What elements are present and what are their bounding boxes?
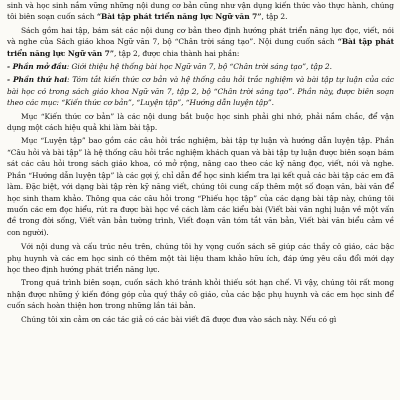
- text-run: “Bài tập phát triển năng lực Ngữ văn 7”: [7, 37, 394, 58]
- paragraph-section-practice: [7, 135, 394, 238]
- paragraph-book-structure: [7, 25, 394, 59]
- text-run: : Giới thiệu hệ thống bài học Ngữ văn 7, bộ “Chân trời sáng tạo”, tập 2.: [66, 62, 332, 72]
- text-run: “Bài tập phát triển năng lực Ngữ văn 7”: [96, 12, 262, 22]
- text-run: Mục “Kiến thức cơ bản” là các nội dung bắt buộc học sinh phải ghi nhớ, phải nắm chắc, để vận dụng một cách hiệu quả khi làm bài tập.: [7, 111, 394, 133]
- text-run: Với nội dung và cấu trúc nêu trên, chúng tôi hy vọng cuốn sách sẽ giúp các thầy cô giáo, các bậc phụ huynh và các em học sinh có thêm một tài liệu tham khảo hữu ích, đáp ứng yêu cầu đổi mới dạy học theo định hướng phát triển năng lực.: [7, 242, 394, 274]
- text-run: , tập 2.: [261, 12, 288, 22]
- paragraph-part-one: [7, 61, 394, 72]
- paragraph-section-basic-knowledge: [7, 111, 394, 134]
- text-run: Chúng tôi xin cảm ơn các tác giả có các bài viết đã được đưa vào sách này. Nếu có gì: [21, 314, 337, 324]
- paragraph-part-two: [7, 74, 394, 108]
- text-run: sinh và học sinh nắm vững những nội dung cơ bản cũng như vận dụng kiến thức vào thực hành, chúng tôi biên soạn cuốn sách: [7, 1, 394, 22]
- paragraph-hope: [7, 241, 394, 275]
- paragraph-apology: [7, 277, 394, 311]
- paragraph-intro: [7, 0, 394, 23]
- text-run: - Phần mở đầu: [7, 62, 67, 72]
- text-run: - Phần thứ hai: [7, 75, 67, 85]
- paragraph-thanks: [7, 314, 394, 325]
- text-run: : Tóm tắt kiến thức cơ bản và hệ thống câu hỏi trắc nghiệm và bài tập tự luận của các bài học có trong sách giáo khoa Ngữ văn 7, tập 2, bộ “Chân trời sáng tạo”. Phần này, được biên soạn theo các mục: “Kiến thức cơ bản”, “Luyện tập”, “Hướng dẫn luyện tập”.: [7, 75, 394, 108]
- text-run: Sách gồm hai tập, bám sát các nội dung cơ bản theo định hướng phát triển năng lực đọc, viết, nói và nghe của Sách giáo khoa Ngữ văn 7, bộ “Chân trời sáng tạo”. Nội dung cuốn sách: [7, 25, 394, 47]
- text-run: Trong quá trình biên soạn, cuốn sách khó tránh khỏi thiếu sót hạn chế. Vì vậy, chúng tôi rất mong nhận được những ý kiến đóng góp của quý thầy cô giáo, của các bậc phụ huynh và các em học sinh để cuốn sách hoàn thiện hơn trong những lần tái bản.: [7, 278, 394, 311]
- text-run: Mục “Luyện tập” bao gồm các câu hỏi trắc nghiệm, bài tập tự luận và hướng dẫn luyện tập. Phần “Câu hỏi và bài tập” là hệ thống câu hỏi trắc nghiệm khách quan và bài tập tự luận được biên soạn bám sát các câu hỏi trong sách giáo khoa, có mở rộng, nâng cao theo các kỹ năng đọc, viết, nói và nghe. Phần “Hướng dẫn luyện tập” là các gợi ý, chỉ dẫn để học sinh kiểm tra lại kết quả các bài tập các em đã làm. Đặc biệt, với dạng bài tập rèn kỹ năng viết, chúng tôi cung cấp thêm một số đoạn văn, bài văn để học sinh tham khảo. Thông qua các câu hỏi trong “Phiếu học tập” của các dạng bài tập này, chúng tôi muốn các em đọc hiểu, rút ra được bài học về cách làm các kiểu bài (Viết bài văn nghị luận về một vấn đề trong đời sống, Viết văn bản tường trình, Viết đoạn văn tóm tắt văn bản, Viết bài văn biểu cảm về con người).: [7, 136, 394, 237]
- text-run: , tập 2, được chia thành hai phần:: [114, 48, 240, 58]
